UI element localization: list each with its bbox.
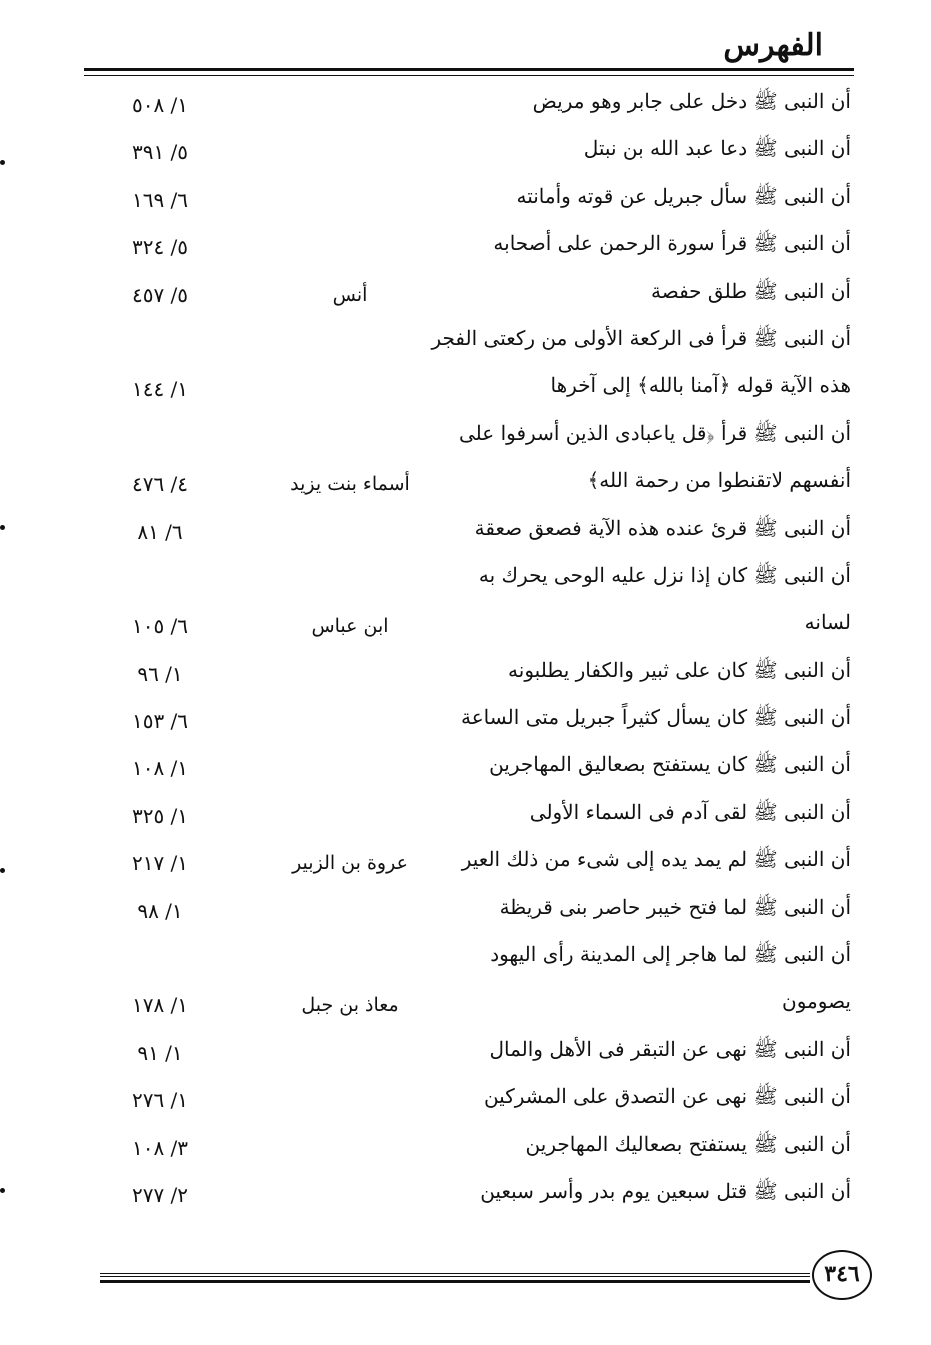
entry-reference: ٦/ ٨١ (137, 519, 183, 544)
entry-text: أن النبى ﷺ قتل سبعين يوم بدر وأسر سبعين (480, 1178, 851, 1203)
index-entry (0, 125, 931, 172)
entry-text: لسانه (804, 610, 851, 635)
entry-text: أن النبى ﷺ لقى آدم فى السماء الأولى (529, 799, 851, 824)
entry-narrator: أسماء بنت يزيد (290, 473, 410, 496)
index-entry (0, 694, 931, 741)
entry-text: أن النبى ﷺ طلق حفصة (651, 278, 851, 303)
index-entry (0, 836, 931, 883)
entry-reference: ١/ ١٠٨ (131, 756, 189, 781)
entry-text: أن النبى ﷺ لم يمد يده إلى شىء من ذلك العير (461, 847, 851, 872)
entry-text: أن النبى ﷺ كان على ثبير والكفار يطلبونه (508, 657, 851, 682)
entry-text: أن النبى ﷺ دعا عبد الله بن نبتل (583, 136, 851, 161)
entry-reference: ٦/ ١٦٩ (131, 187, 189, 212)
index-entry (0, 315, 931, 362)
entry-text: أن النبى ﷺ قرأ سورة الرحمن على أصحابه (493, 231, 851, 256)
index-entry (0, 1168, 931, 1215)
margin-mark (0, 1188, 5, 1193)
entry-text: أن النبى ﷺ دخل على جابر وهو مريض (532, 89, 851, 113)
entry-text: أنفسهم لاتقنطوا من رحمة الله﴾ (587, 468, 851, 493)
index-entry (0, 789, 931, 836)
entry-reference: ٢/ ٢٧٧ (131, 1182, 189, 1207)
entry-text: أن النبى ﷺ قرئ عنده هذه الآية فصعق صعقة (474, 515, 851, 540)
margin-mark (0, 525, 5, 530)
entry-text: أن النبى ﷺ نهى عن التبقر فى الأهل والمال (489, 1036, 851, 1061)
entry-narrator: أنس (332, 283, 368, 306)
entry-text: أن النبى ﷺ لما هاجر إلى المدينة رأى اليهود (490, 942, 851, 967)
index-entry (0, 1073, 931, 1120)
margin-mark (0, 160, 5, 165)
header-rule (84, 68, 854, 76)
entry-narrator: ابن عباس (311, 615, 389, 638)
index-entry (0, 931, 931, 978)
entry-text: أن النبى ﷺ قرأ فى الركعة الأولى من ركعتى الفجر (431, 325, 851, 350)
entry-text: أن النبى ﷺ كان يسأل كثيراً جبريل متى الساعة (461, 705, 851, 730)
index-entry (0, 457, 931, 504)
entry-text: يصومون (782, 989, 851, 1014)
entry-reference: ١/ ٣٢٥ (131, 803, 189, 828)
index-entries (0, 78, 931, 1215)
entry-reference: ٥/ ٤٥٧ (131, 282, 189, 307)
entry-reference: ١/ ١٤٤ (131, 377, 189, 402)
index-entry (0, 173, 931, 220)
index-entry (0, 505, 931, 552)
page-header: الفهرس (723, 28, 823, 63)
index-entry (0, 362, 931, 409)
entry-reference: ٦/ ١٥٣ (131, 709, 189, 734)
index-entry (0, 552, 931, 599)
entry-text: هذه الآية قوله ﴿آمنا بالله﴾ إلى آخرها (550, 373, 851, 398)
index-entry (0, 647, 931, 694)
entry-text: أن النبى ﷺ لما فتح خيبر حاصر بنى قريظة (499, 894, 851, 919)
entry-text: أن النبى ﷺ كان إذا نزل عليه الوحى يحرك به (478, 562, 851, 587)
entry-reference: ٦/ ١٠٥ (131, 614, 189, 639)
entry-reference: ١/ ٩١ (137, 1040, 183, 1065)
entry-narrator: معاذ بن جبل (301, 994, 399, 1017)
index-entry (0, 599, 931, 646)
index-entry (0, 741, 931, 788)
entry-reference: ١/ ٩٦ (137, 661, 183, 686)
margin-mark (0, 868, 5, 873)
entry-narrator: عروة بن الزبير (292, 852, 408, 875)
index-entry (0, 78, 931, 125)
index-entry (0, 978, 931, 1025)
index-entry (0, 268, 931, 315)
entry-text: أن النبى ﷺ نهى عن التصدق على المشركين (483, 1084, 851, 1109)
entry-text: أن النبى ﷺ سأل جبريل عن قوته وأمانته (516, 183, 851, 208)
entry-reference: ١/ ٥٠٨ (131, 93, 189, 117)
entry-reference: ١/ ١٧٨ (131, 993, 189, 1018)
entry-reference: ٥/ ٣٢٤ (131, 235, 189, 260)
footer-rule (100, 1273, 810, 1283)
entry-reference: ٣/ ١٠٨ (131, 1135, 189, 1160)
entry-text: أن النبى ﷺ يستفتح بصعاليك المهاجرين (525, 1131, 851, 1156)
entry-reference: ٤/ ٤٧٦ (131, 472, 189, 497)
index-entry (0, 1026, 931, 1073)
entry-reference: ١/ ٩٨ (137, 898, 183, 923)
index-entry (0, 220, 931, 267)
entry-reference: ١/ ٢١٧ (131, 851, 189, 876)
entry-reference: ١/ ٢٧٦ (131, 1088, 189, 1113)
entry-text: أن النبى ﷺ كان يستفتح بصعاليق المهاجرين (489, 752, 851, 777)
entry-text: أن النبى ﷺ قرأ ﴿قل ياعبادى الذين أسرفوا على (459, 420, 851, 445)
entry-reference: ٥/ ٣٩١ (131, 140, 189, 165)
page-number: ٣٤٦ (812, 1250, 872, 1300)
index-entry (0, 884, 931, 931)
index-entry (0, 410, 931, 457)
index-entry (0, 1121, 931, 1168)
